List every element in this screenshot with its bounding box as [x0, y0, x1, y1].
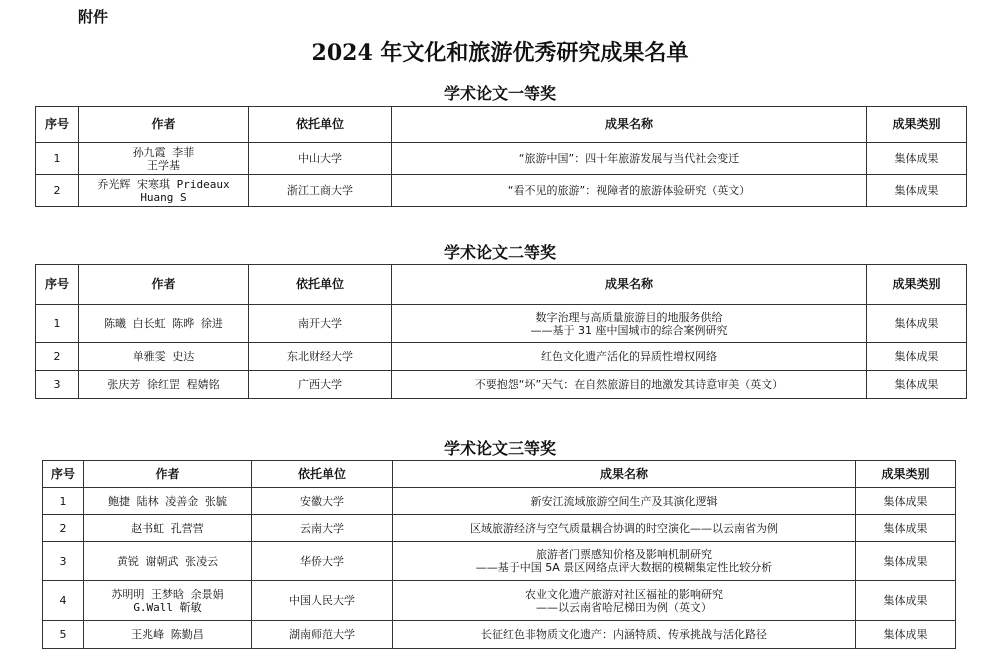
- table-row: [36, 371, 967, 399]
- unit-cell: 东北财经大学: [249, 343, 392, 371]
- table-row: [36, 343, 967, 371]
- achievement-line: ——以云南省哈尼梯田为例（英文）: [536, 600, 712, 614]
- category-cell: 集体成果: [856, 542, 956, 581]
- unit-cell: 中国人民大学: [252, 581, 393, 621]
- section-title-third-prize: 学术论文三等奖: [443, 439, 556, 458]
- author-line: 张庆芳 徐红罡 程婧铭: [107, 378, 220, 391]
- unit-cell: 中山大学: [249, 143, 392, 175]
- author-line: 赵书虹 孔营营: [131, 521, 204, 535]
- achievement-cell: [393, 488, 856, 515]
- header-category: 成果类别: [867, 265, 967, 305]
- achievement-line: 数字治理与高质量旅游目的地服务供给: [535, 310, 723, 324]
- achievement-cell: [392, 343, 867, 371]
- header-achievement: 成果名称: [392, 107, 867, 143]
- seq-cell: 1: [36, 305, 79, 343]
- seq-cell: 3: [36, 371, 79, 399]
- category-cell: 集体成果: [867, 343, 967, 371]
- header-unit: 依托单位: [249, 107, 392, 143]
- seq-cell: 2: [36, 343, 79, 371]
- achievement-line: ——基于 31 座中国城市的综合案例研究: [530, 323, 728, 337]
- achievement-line: 不要抱怨“坏”天气：在自然旅游目的地激发其诗意审美（英文）: [474, 378, 784, 391]
- author-cell: [79, 371, 249, 399]
- author-line: 鲍捷 陆林 凌善金 张毓: [108, 494, 227, 508]
- achievement-line: 农业文化遗产旅游对社区福祉的影响研究: [525, 587, 723, 601]
- unit-cell: 云南大学: [252, 515, 393, 542]
- achievement-cell: [393, 515, 856, 542]
- section-title-first-prize: 学术论文一等奖: [443, 84, 556, 103]
- author-cell: [79, 305, 249, 343]
- author-cell: [79, 143, 249, 175]
- category-cell: 集体成果: [867, 371, 967, 399]
- achievement-line: 红色文化遗产活化的异质性增权网络: [541, 350, 717, 363]
- achievement-line: ——基于中国 5A 景区网络点评大数据的模糊集定性比较分析: [475, 561, 773, 574]
- header-category: 成果类别: [867, 107, 967, 143]
- achievement-cell: [392, 371, 867, 399]
- unit-cell: 广西大学: [249, 371, 392, 399]
- achievement-cell: [393, 621, 856, 649]
- achievement-cell: [393, 542, 856, 581]
- achievement-line: “看不见的旅游”：视障者的旅游体验研究（英文）: [507, 184, 751, 197]
- author-cell: [79, 175, 249, 207]
- author-cell: [84, 542, 252, 581]
- category-cell: 集体成果: [856, 581, 956, 621]
- unit-cell: 华侨大学: [252, 542, 393, 581]
- table-header-row: [36, 107, 967, 143]
- achievement-line: 区域旅游经济与空气质量耦合协调的时空演化——以云南省为例: [470, 521, 778, 535]
- author-cell: [84, 621, 252, 649]
- category-cell: 集体成果: [867, 143, 967, 175]
- table-row: [43, 488, 956, 515]
- author-line: 苏明明 王梦晗 余景娟: [111, 587, 224, 601]
- header-achievement: 成果名称: [393, 461, 856, 488]
- author-line: Huang S: [140, 190, 187, 204]
- seq-cell: 4: [43, 581, 84, 621]
- header-unit: 依托单位: [249, 265, 392, 305]
- second-prize-table: [35, 264, 967, 399]
- header-seq: 序号: [36, 107, 79, 143]
- table-row: [36, 143, 967, 175]
- achievement-line: 长征红色非物质文化遗产：内涵特质、传承挑战与活化路径: [481, 628, 767, 641]
- author-line: 单雅雯 史达: [132, 350, 195, 363]
- author-line: 陈曦 白长虹 陈晔 徐进: [104, 317, 223, 330]
- seq-cell: 5: [43, 621, 84, 649]
- seq-cell: 1: [36, 143, 79, 175]
- table-row: [43, 581, 956, 621]
- author-line: 孙九霞 李菲: [132, 145, 195, 159]
- table-row: [43, 515, 956, 542]
- category-cell: 集体成果: [856, 515, 956, 542]
- header-achievement: 成果名称: [392, 265, 867, 305]
- header-category: 成果类别: [856, 461, 956, 488]
- achievement-line: 新安江流域旅游空间生产及其演化逻辑: [530, 494, 718, 508]
- category-cell: 集体成果: [867, 175, 967, 207]
- unit-cell: 安徽大学: [252, 488, 393, 515]
- achievement-line: 旅游者门票感知价格及影响机制研究: [536, 548, 712, 561]
- seq-cell: 1: [43, 488, 84, 515]
- category-cell: 集体成果: [856, 488, 956, 515]
- header-seq: 序号: [43, 461, 84, 488]
- attachment-label: 附件: [78, 8, 109, 26]
- category-cell: 集体成果: [867, 305, 967, 343]
- achievement-line: “旅游中国”：四十年旅游发展与当代社会变迁: [518, 152, 740, 165]
- seq-cell: 2: [36, 175, 79, 207]
- table-row: [43, 542, 956, 581]
- table-header-row: [43, 461, 956, 488]
- unit-cell: 南开大学: [249, 305, 392, 343]
- header-seq: 序号: [36, 265, 79, 305]
- author-cell: [84, 515, 252, 542]
- unit-cell: 湖南师范大学: [252, 621, 393, 649]
- category-cell: 集体成果: [856, 621, 956, 649]
- seq-cell: 3: [43, 542, 84, 581]
- table-row: [43, 621, 956, 649]
- author-line: 王兆峰 陈勤昌: [131, 628, 204, 641]
- author-cell: [84, 581, 252, 621]
- author-cell: [84, 488, 252, 515]
- third-prize-table: [42, 460, 956, 649]
- author-line: 乔光辉 宋寒琪 Prideaux: [97, 177, 230, 191]
- page-title: 2024 年文化和旅游优秀研究成果名单: [311, 40, 689, 66]
- achievement-cell: [393, 581, 856, 621]
- header-unit: 依托单位: [252, 461, 393, 488]
- header-author: 作者: [79, 265, 249, 305]
- achievement-cell: [392, 175, 867, 207]
- achievement-cell: [392, 305, 867, 343]
- achievement-cell: [392, 143, 867, 175]
- author-cell: [79, 343, 249, 371]
- table-row: [36, 175, 967, 207]
- header-author: 作者: [79, 107, 249, 143]
- unit-cell: 浙江工商大学: [249, 175, 392, 207]
- header-author: 作者: [84, 461, 252, 488]
- author-line: 王学基: [147, 158, 180, 172]
- seq-cell: 2: [43, 515, 84, 542]
- author-line: 黄锐 谢朝武 张凌云: [116, 554, 219, 568]
- table-row: [36, 305, 967, 343]
- section-title-second-prize: 学术论文二等奖: [443, 243, 556, 262]
- author-line: G.Wall 靳敏: [133, 600, 202, 614]
- table-header-row: [36, 265, 967, 305]
- first-prize-table: [35, 106, 967, 207]
